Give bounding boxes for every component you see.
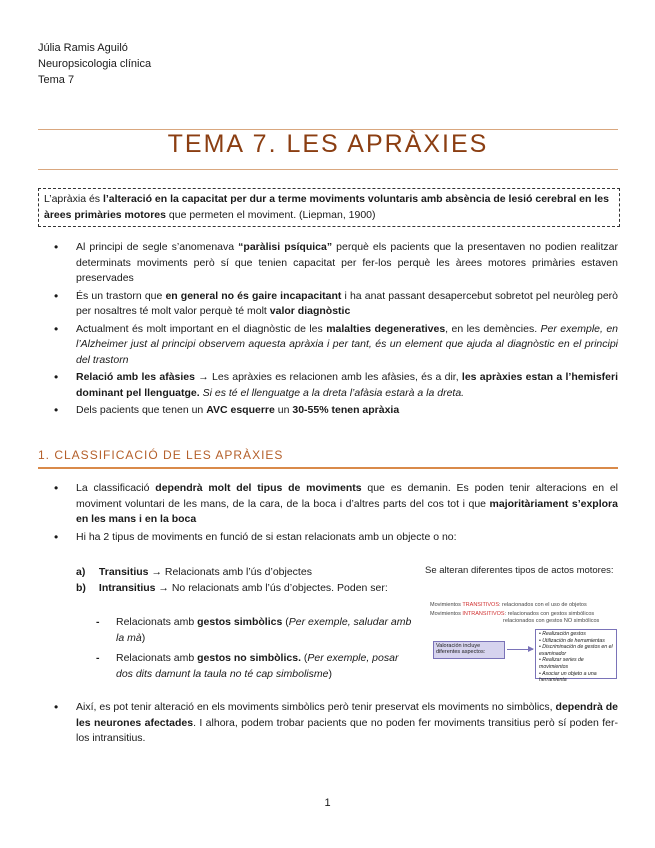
list-item: • Al principi de segle s’anomenava “paràlisi psíquica” perquè els pacients que la presentaven no podien realitzar determinats moviments però sí que tenien capacitat per fer-los perquè les àrees motores primàries estaven preservades <box>38 240 618 287</box>
figure-non-symbolic-line: relacionados con gestos NO simbólicos <box>503 618 600 624</box>
list-item: • Asociar un objeto a una herramienta <box>539 670 597 684</box>
classification-bullet-list <box>38 481 618 547</box>
section-heading: 1. CLASSIFICACIÓ DE LES APRÀXIES <box>38 448 284 462</box>
page-title: TEMA 7. LES APRÀXIES <box>167 130 489 158</box>
movement-types <box>76 564 416 596</box>
list-item: • La classificació dependrà molt del tipus de moviments que es demanin. Es poden tenir alteracions en el moviment voluntari de les mans, de la cara, de la boca i d’altres parts del cos tot i que majoritàriament s’explora en les mans i en la boca <box>38 481 618 528</box>
definition-text: L’apràxia és <box>44 193 103 205</box>
figure-aspects-box <box>535 629 617 684</box>
apraxia-diagram-figure <box>425 565 620 690</box>
topic-label: Tema 7 <box>38 74 75 86</box>
author-name: Júlia Ramis Aguiló <box>38 42 128 54</box>
list-item: • Actualment és molt important en el diagnòstic de les malalties degeneratives, en les demències. Per exemple, en l’Alzheimer just al principi observem aquesta apràxia i per tant, és un element que ajuda al diagnòstic en el principi del trastorn <box>38 322 618 369</box>
figure-transitive-line: Movimientos TRANSITIVOS: relacionados con el uso de objetos <box>430 602 587 608</box>
definition-bold: l’alteració en la capacitat per dur a terme moviments voluntaris amb absència de lesió cerebral en les àrees primàries motores <box>44 193 609 221</box>
section-rule <box>38 467 618 469</box>
type-transitive: a) Transitius → Relacionats amb l’ús d’objectes <box>76 566 312 578</box>
figure-assessment-box: Valoración incluye diferentes aspectos: <box>433 641 505 659</box>
list-item: • És un trastorn que en general no és gaire incapacitant i ha anat passant desapercebut sobretot pel neuròleg però per nosaltres té molt valor perquè té molt valor diagnòstic <box>38 289 618 320</box>
list-item: • Així, es pot tenir alteració en els moviments simbòlics però tenir preservat els moviments no simbòlics, dependrà de les neurones afectades. I alhora, podem trobar pacients que no poden fer moviments transitius però sí poden fer-los intransitius. <box>38 700 618 747</box>
figure-arrow-icon <box>507 649 533 650</box>
list-item: • Realizar series de movimientos <box>539 657 584 670</box>
definition-citation: que permeten el moviment. (Liepman, 1900) <box>165 208 376 221</box>
list-item: • Relació amb les afàsies → Les apràxies es relacionen amb les afàsies, és a dir, les apràxies estan a l’hemisferi dominant pel llenguatge. Si es té el llenguatge a la dreta l’afàsia estarà a la dreta. <box>38 370 618 401</box>
figure-intransitive-line: Movimientos INTRANSITIVOS: relacionados con gestos simbólicos <box>430 611 595 617</box>
document-header <box>38 40 151 88</box>
subtype-symbolic: - Relacionats amb gestos simbòlics (Per exemple, saludar amb la mà) <box>96 616 412 644</box>
conclusion-bullet-list <box>38 700 618 749</box>
type-intransitive: b) Intransitius → No relacionats amb l’ús d’objectes. Poden ser: <box>76 582 388 594</box>
list-item: • Discriminación de gestos en el examinador <box>539 644 613 657</box>
page-number: 1 <box>324 797 331 809</box>
figure-title: Se alteran diferentes tipos de actos motores: <box>425 565 614 576</box>
list-item: • Realización gestos <box>539 631 586 637</box>
title-rule-bottom <box>38 169 618 170</box>
list-item: • Hi ha 2 tipus de moviments en funció de si estan relacionats amb un objecte o no: <box>38 530 618 546</box>
subtype-non-symbolic: - Relacionats amb gestos no simbòlics. (Per exemple, posar dos dits damunt la taula no té cap simbolisme) <box>96 652 399 680</box>
definition-box <box>38 188 620 227</box>
course-name: Neuropsicologia clínica <box>38 58 152 70</box>
intro-bullet-list <box>38 240 618 421</box>
list-item: • Dels pacients que tenen un AVC esquerre un 30-55% tenen apràxia <box>38 403 618 419</box>
list-item: • Utilización de herramientas <box>539 637 605 644</box>
